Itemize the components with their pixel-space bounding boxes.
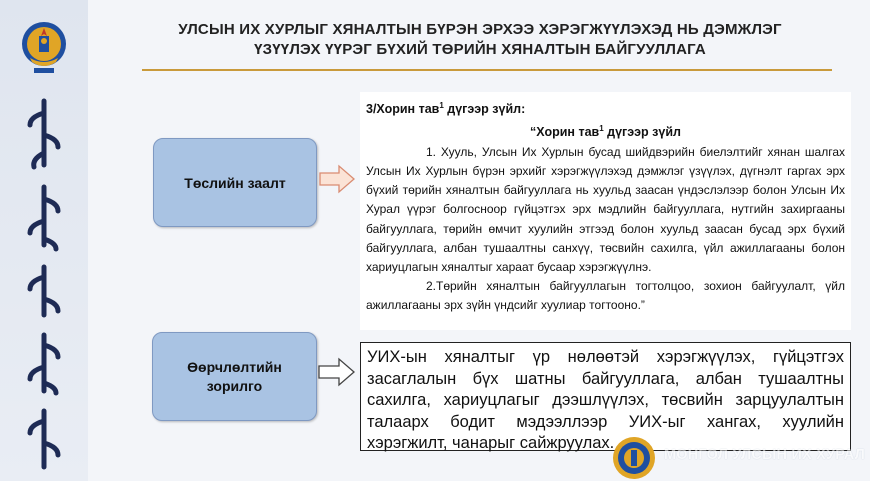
arrow-right-icon	[318, 357, 355, 387]
parliament-seal-icon	[612, 436, 656, 480]
goal-text: УИХ-ын хяналтыг үр нөлөөтэй хэрэгжүүлэх, гүйцэтгэх засаглалын бүх шатны байгууллага, албан тушаалтны сахилга, хариуцлагыг дээшлүүлэх, төсвийн зарцуулалтын талаарх бодит мэдээллээр УИХ-ыг хангах, хуулийн хэрэгжилт, чанарыг сайжруулах.	[367, 348, 844, 452]
title-line-1: УЛСЫН ИХ ХУРЛЫГ ХЯНАЛТЫН БҮРЭН ЭРХЭЭ ХЭРЭГЖҮҮЛЭХЭД НЬ ДЭМЖЛЭГ	[178, 21, 782, 38]
article-paragraph-2: 2.Төрийн хяналтын байгууллагын тогтолцоо, зохион байгуулалт, үйл ажиллагааны эрх зүйн үндсийг хуулиар тогтооно.”	[366, 279, 845, 313]
footer-org-name: МОНГОЛ УЛСЫН ИХ ХУРАЛ	[664, 447, 866, 463]
article-subheading: “Хорин тав$^1$ дүгээр зүйл	[530, 124, 681, 140]
article-paragraph-1: 1. Хууль, Улсын Их Хурлын бусад шийдвэрийн биелэлтийг хянан шалгах Улсын Их Хурлын бүрэн эрхийг хэрэгжүүлэхэд дэмжлэг үзүүлэх, дүгнэлт гаргах эрх бүхий төрийн хяналтын байгууллага нь хуульд заасан үндэслэлээр болон Улсын Их Хурал үүрэг болгосноор гүйцэтгэх эрх мэдлийн байгууллага, нутгийн захиргааны байгууллага, төрийн өмчит хуулийн этгээд болон хуульд заасан бусад эрх бүхий байгууллага, албан тушаалтны санхүү, төсвийн сахилга, үйл ажиллагааны болон хариуцлагын хяналтыг хараат бусаар хэрэгжүүлнэ.	[366, 144, 845, 274]
title-divider	[142, 69, 832, 71]
state-emblem-icon	[20, 14, 68, 78]
article-text-box	[360, 92, 851, 330]
mongolian-script-decoration	[18, 95, 70, 475]
goal-label-box	[152, 332, 317, 421]
arrow-right-icon	[319, 164, 355, 194]
goal-text-box	[360, 342, 851, 451]
proposal-label: Төслийн заалт	[184, 174, 286, 191]
goal-label: Өөрчлөлтийн зорилго	[187, 358, 282, 394]
left-strip	[0, 0, 88, 481]
proposal-label-box	[153, 138, 317, 227]
page-title	[110, 20, 850, 60]
article-heading: 3/Хорин тав$^1$ дүгээр зүйл:	[366, 101, 526, 117]
title-line-2: ҮЗҮҮЛЭХ ҮҮРЭГ БҮХИЙ ТӨРИЙН ХЯНАЛТЫН БАЙГУУЛЛАГА	[254, 41, 706, 58]
